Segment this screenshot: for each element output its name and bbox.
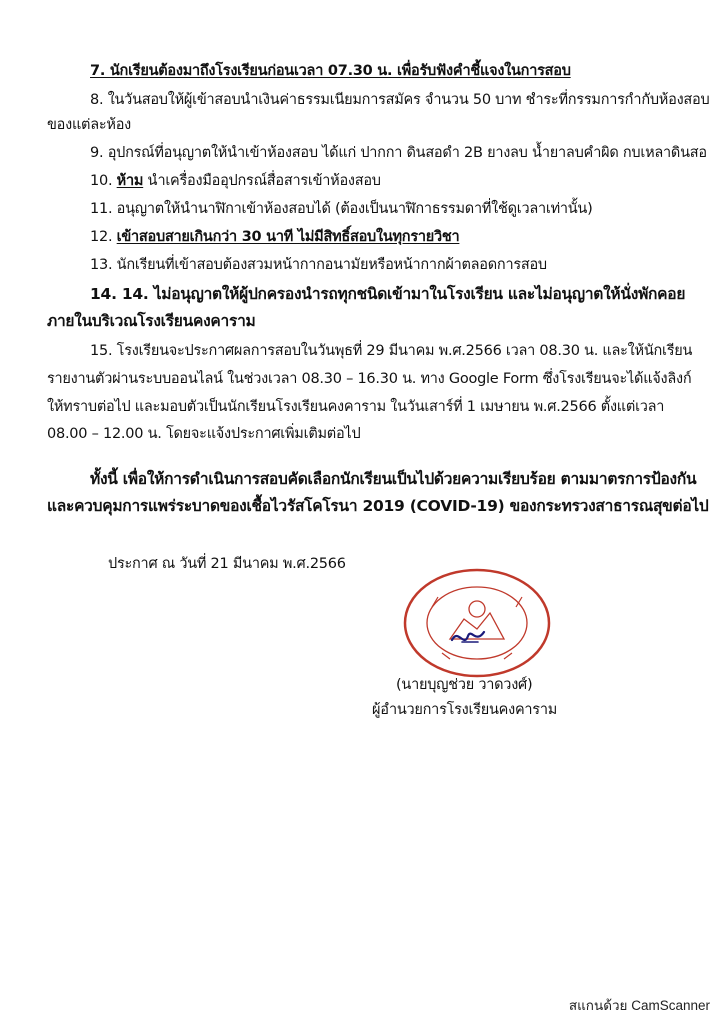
signatory-name: (นายบุญช่วย วาดวงศ์) [396,677,533,693]
rule-7: 7. นักเรียนต้องมาถึงโรงเรียนก่อนเวลา 07.30 น. เพื่อรับฟังคำชี้แจงในการสอบ [90,63,571,79]
rule-14-line-1: 14. 14. ไม่อนุญาตให้ผู้ปกครองนำรถทุกชนิดเข้ามาในโรงเรียน และไม่อนุญาตให้นั่งพักคอย [90,285,686,303]
rule-15-line-1: 15. โรงเรียนจะประกาศผลการสอบในวันพุธที่ 29 มีนาคม พ.ศ.2566 เวลา 08.30 น. และให้นักเรียน [90,343,693,359]
rule-12 [90,227,459,247]
signatory-position: ผู้อำนวยการโรงเรียนคงคาราม [372,702,558,718]
rule-10 [90,171,381,191]
handwritten-signature [448,622,488,652]
camscanner-watermark: สแกนด้วย CamScanner [568,998,710,1013]
rule-10-text: นำเครื่องมืออุปกรณ์สื่อสารเข้าห้องสอบ [147,173,381,189]
rule-8-line-2: ของแต่ละห้อง [47,117,131,133]
rule-9: 9. อุปกรณ์ที่อนุญาตให้นำเข้าห้องสอบ ได้แก่ ปากกา ดินสอดำ 2B ยางลบ น้ำยาลบคำผิด กบเหลาดินสอ [90,145,707,161]
rule-15-line-3: ให้ทราบต่อไป และมอบตัวเป็นนักเรียนโรงเรียนคงคาราม ในวันเสาร์ที่ 1 เมษายน พ.ศ.2566 ตั้งแต่เวลา [47,399,665,415]
rule-13: 13. นักเรียนที่เข้าสอบต้องสวมหน้ากากอนามัยหรือหน้ากากผ้าตลอดการสอบ [90,257,547,273]
rule-10-number: 10. [90,173,113,189]
rule-12-number: 12. [90,229,113,245]
announcement-date: ประกาศ ณ วันที่ 21 มีนาคม พ.ศ.2566 [108,556,346,572]
rule-11: 11. อนุญาตให้นำนาฬิกาเข้าห้องสอบได้ (ต้องเป็นนาฬิกาธรรมดาที่ใช้ดูเวลาเท่านั้น) [90,201,593,217]
rule-14-line-2: ภายในบริเวณโรงเรียนคงคาราม [47,312,256,330]
rule-8-line-1: 8. ในวันสอบให้ผู้เข้าสอบนำเงินค่าธรรมเนียมการสมัคร จำนวน 50 บาท ชำระที่กรรมการกำกับห้องสอบ [90,92,710,108]
rule-12-text: เข้าสอบสายเกินกว่า 30 นาที ไม่มีสิทธิ์สอบในทุกรายวิชา [116,229,460,245]
rule-15-line-4: 08.00 – 12.00 น. โดยจะแจ้งประกาศเพิ่มเติมต่อไป [47,426,361,442]
closing-paragraph-line-1: ทั้งนี้ เพื่อให้การดำเนินการสอบคัดเลือกนักเรียนเป็นไปด้วยความเรียบร้อย ตามมาตรการป้องกัน [90,470,697,488]
closing-paragraph-line-2: และควบคุมการแพร่ระบาดของเชื้อไวรัสโคโรนา 2019 (COVID-19) ของกระทรวงสาธารณสุขต่อไป [47,497,709,515]
rule-10-ban: ห้าม [116,173,144,189]
rule-15-line-2: รายงานตัวผ่านระบบออนไลน์ ในช่วงเวลา 08.30 – 16.30 น. ทาง Google Form ซึ่งโรงเรียนจะได้แจ้งลิงก์ [47,371,692,387]
